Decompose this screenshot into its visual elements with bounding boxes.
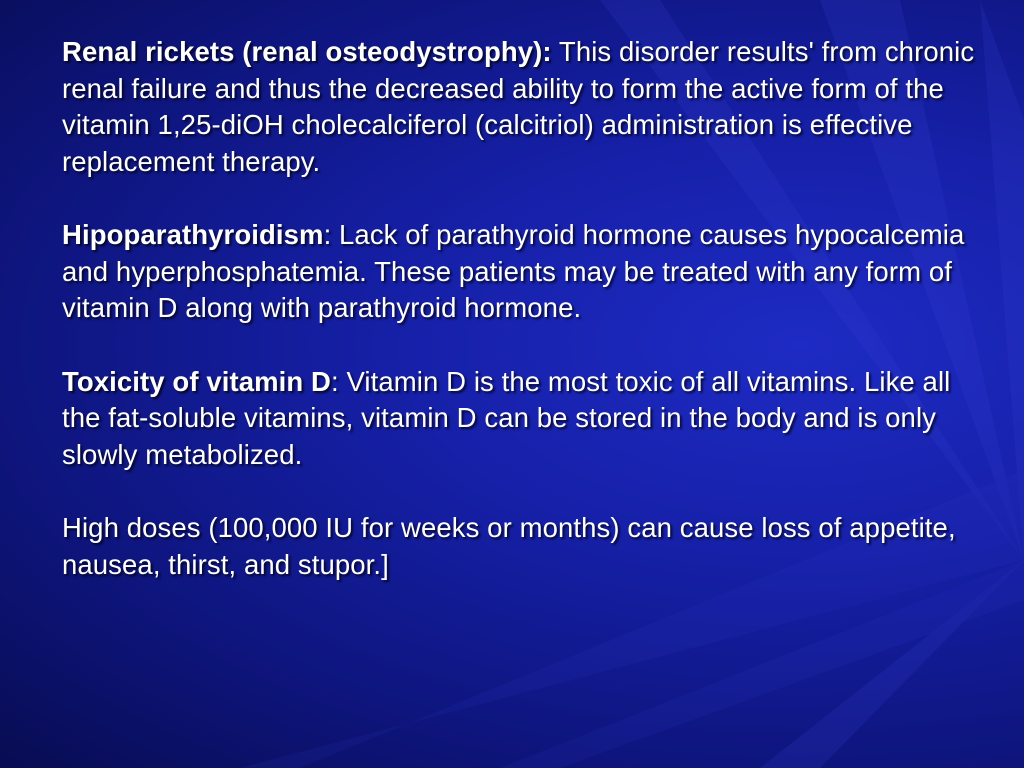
term-hipoparathyroidism: Hipoparathyroidism [62, 219, 324, 250]
paragraph-high-doses [62, 510, 992, 583]
text-renal-rickets: This disorder results' from chronic renal failure and thus the decreased ability to form the active form of the vitamin 1,25-diOH cholecalciferol (calcitriol) administration is effective replacement therapy. [62, 36, 975, 177]
slide-body [62, 34, 992, 583]
text-hipoparathyroidism: : Lack of parathyroid hormone causes hypocalcemia and hyperphosphatemia. These patients may be treated with any form of vitamin D along with parathyroid hormone. [62, 219, 965, 323]
paragraph-renal-rickets [62, 34, 992, 180]
term-renal-rickets: Renal rickets (renal osteodystrophy): [62, 36, 552, 67]
paragraph-hipoparathyroidism [62, 217, 992, 327]
text-toxicity-vitamin-d: : Vitamin D is the most toxic of all vitamins. Like all the fat-soluble vitamins, vitamin D can be stored in the body and is only slowly metabolized. [62, 365, 951, 470]
paragraph-toxicity [62, 364, 992, 474]
text-high-doses: High doses (100,000 IU for weeks or months) can cause loss of appetite, nausea, thirst, and stupor.] [62, 512, 956, 580]
term-toxicity-vitamin-d: Toxicity of vitamin D [62, 365, 331, 397]
